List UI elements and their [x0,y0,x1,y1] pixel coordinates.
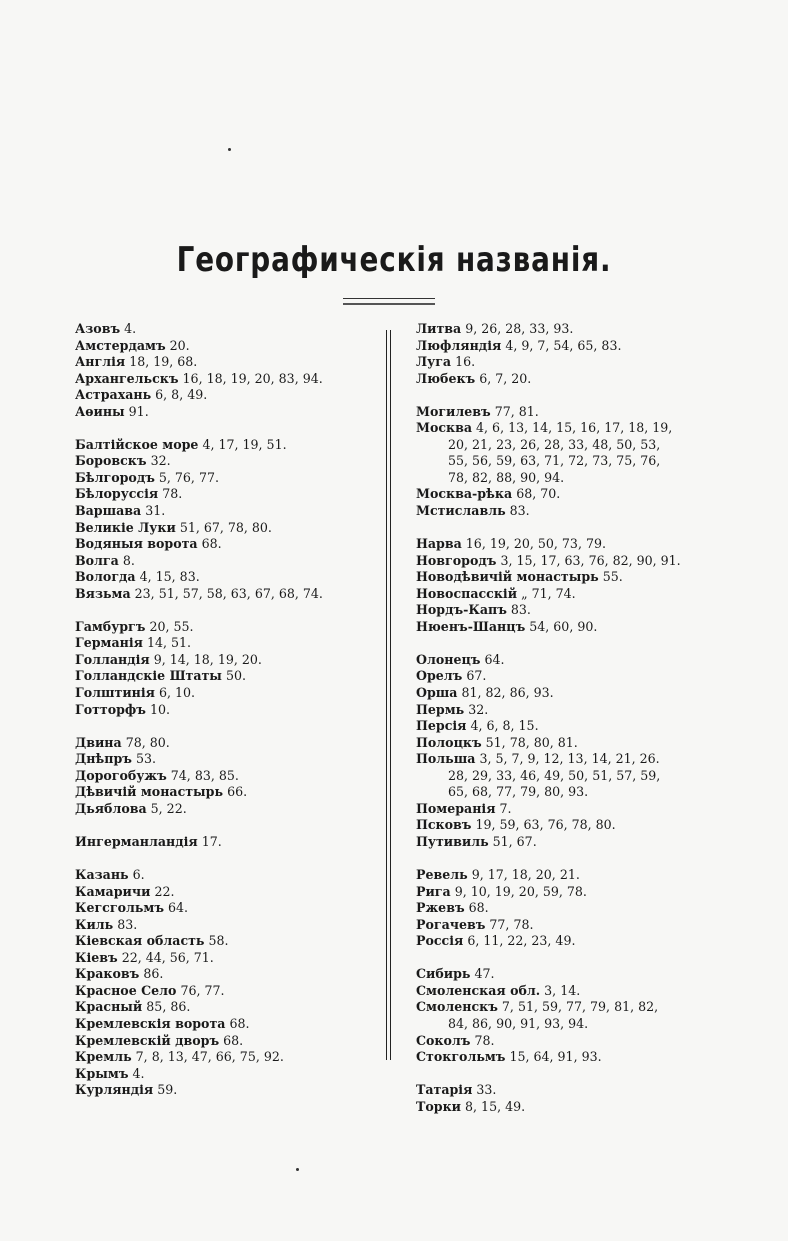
place-name: Варшава [75,503,142,519]
page-references: 31. [145,503,166,519]
place-name: Татарія [416,1082,473,1098]
place-name: Азовъ [75,321,121,336]
index-entry [416,966,716,983]
place-name: Киль [75,916,114,932]
page-references: 59. [157,1082,178,1098]
page-references: 5, 76, 77. [158,469,219,485]
index-entry [416,933,716,950]
page-references: 86. [143,966,164,982]
page-references: 68. [223,1032,244,1048]
entry-group-gap [416,520,716,537]
page-references: 55. [602,569,623,585]
place-name: Волга [75,552,119,568]
page-references: 16, 19, 20, 50, 73, 79. [465,536,606,552]
place-name: Голштинія [75,685,155,701]
place-name: Кремлевскія ворота [75,1015,226,1031]
index-entry-continuation: 84, 86, 90, 91, 93, 94. [448,1015,589,1031]
place-name: Любекъ [416,370,476,386]
index-entry [75,735,375,752]
place-name: Орша [416,685,458,701]
page-references: 4, 6, 8, 15. [470,718,539,734]
place-name: Водяныя ворота [75,536,198,552]
index-entry [75,470,375,487]
index-entry [416,652,716,669]
index-entry-continuation: 65, 68, 77, 79, 80, 93. [448,784,589,800]
place-name: Сибирь [416,966,471,982]
index-column-right [416,321,716,1115]
index-entry [75,801,375,818]
page-references: 4. [132,1065,145,1081]
page-references: 3, 5, 7, 9, 12, 13, 14, 21, 26. [479,751,660,767]
page-references: 22. [154,883,175,899]
index-entry [416,619,716,636]
page-references: 68. [201,536,222,552]
place-name: Россія [416,933,464,949]
index-entry [75,784,375,801]
index-entry [75,983,375,1000]
index-entry [75,768,375,785]
page-references: 53. [135,751,157,767]
page-references: 14, 51. [146,635,191,651]
page-references: 32. [150,453,171,469]
place-name: Полоцкъ [416,734,482,750]
place-name: Москва-рѣка [416,486,513,502]
place-name: Гамбургъ [75,618,146,634]
index-entry [75,1033,375,1050]
page-references: 22, 44, 56, 71. [121,949,214,965]
index-entry [75,437,375,454]
place-name: Торки [416,1098,462,1114]
place-name: Луга [416,354,452,370]
place-name: Персія [416,718,467,734]
place-name: Соколъ [416,1032,471,1048]
page-references: 8. [122,552,135,568]
index-entry [416,917,716,934]
place-name: Путивиль [416,833,489,849]
place-name: Москва [416,420,473,436]
page-references: 4. [124,321,137,336]
page-references: 15, 64, 91, 93. [509,1049,602,1065]
index-entry [416,602,716,619]
place-name: Псковъ [416,817,472,833]
page-references: 78. [474,1032,495,1048]
place-name: Двина [75,734,122,750]
index-entry [416,735,716,752]
page-references: 20. [169,337,190,353]
page-references: 78. [162,486,183,502]
page-references: 77, 78. [489,916,534,932]
index-entry [416,685,716,702]
index-entry [416,321,716,338]
index-entry [75,685,375,702]
page-title: Географическія названія. [176,240,612,280]
entry-group-gap [75,718,375,735]
index-entry [416,420,716,437]
index-entry [416,801,716,818]
page-references: 51, 67, 78, 80. [179,519,272,535]
page-references: 18, 19, 68. [129,354,198,370]
place-name: Аѳины [75,403,125,419]
place-name: Кіевская область [75,933,205,949]
place-name: Краковъ [75,966,140,982]
entry-group-gap [416,851,716,868]
place-name: Днѣпръ [75,751,132,767]
place-name: Ингерманландія [75,833,198,849]
place-name: Смоленская обл. [416,982,541,998]
index-entry [75,635,375,652]
page-references: 6. [132,867,145,883]
page-references: 67. [466,668,487,684]
page-references: 33. [476,1082,497,1098]
entry-group-gap [75,851,375,868]
page-references: 83. [117,916,138,932]
place-name: Мстиславль [416,503,506,519]
index-entry [75,619,375,636]
index-entry [416,1049,716,1066]
index-entry [75,900,375,917]
page-references: 5, 22. [150,800,187,816]
index-entry [416,1082,716,1099]
print-speck [296,1168,299,1171]
index-entry [75,652,375,669]
place-name: Вязьма [75,585,131,601]
place-name: Могилевъ [416,403,491,419]
index-entry [75,1082,375,1099]
index-entry [75,999,375,1016]
entry-group-gap [416,387,716,404]
index-entry [75,702,375,719]
index-entry [75,453,375,470]
place-name: Голландскіе Штаты [75,668,222,684]
page-references: 9, 14, 18, 19, 20. [153,651,262,667]
page-references: 8, 15, 49. [465,1098,526,1114]
index-entry [416,404,716,421]
title-underline-rule [343,298,435,305]
place-name: Красный [75,999,143,1015]
page-references: 81, 82, 86, 93. [461,685,554,701]
page-references: 47. [474,966,495,982]
place-name: Амстердамъ [75,337,166,353]
page-references: 19, 59, 63, 76, 78, 80. [475,817,616,833]
index-entry [416,1099,716,1116]
place-name: Голландія [75,651,150,667]
index-entry [416,702,716,719]
index-entry [416,834,716,851]
place-name: Померанія [416,800,496,816]
index-entry [416,503,716,520]
page-references: 85, 86. [146,999,191,1015]
place-name: Стокгольмъ [416,1049,506,1065]
place-name: Ржевъ [416,900,465,916]
place-name: Кремлевскій дворъ [75,1032,220,1048]
page-references: 7, 51, 59, 77, 79, 81, 82, [501,999,659,1015]
index-entry [416,536,716,553]
page-references: 91. [128,403,149,419]
page-references: 54, 60, 90. [529,618,598,634]
index-entry-continuation: 55, 56, 59, 63, 71, 72, 73, 75, 76, [448,453,661,469]
place-name: Новгородъ [416,552,497,568]
page-references: 4, 15, 83. [139,569,200,585]
index-entry [75,1066,375,1083]
place-name: Дорогобужъ [75,767,167,783]
page-references: 6, 8, 49. [155,387,208,403]
page-references: 3, 14. [544,982,581,998]
page-references: 7. [499,800,512,816]
entry-group-gap [75,817,375,834]
page-references: 16. [455,354,476,370]
place-name: Бѣлгородъ [75,469,155,485]
place-name: Готторфъ [75,701,146,717]
index-entry [416,983,716,1000]
index-entry [75,338,375,355]
index-entry [416,1033,716,1050]
place-name: Крымъ [75,1065,129,1081]
index-entry [75,486,375,503]
index-entry [416,569,716,586]
place-name: Кегсгольмъ [75,900,164,916]
index-entry [75,884,375,901]
index-entry [75,867,375,884]
page-references: 9, 17, 18, 20, 21. [471,867,580,883]
place-name: Нарва [416,536,462,552]
index-entry [416,999,716,1016]
page-references: 68, 70. [516,486,561,502]
place-name: Нюенъ-Шанцъ [416,618,526,634]
place-name: Кремль [75,1049,132,1065]
index-entry [416,900,716,917]
index-entry [75,917,375,934]
page-references: 7, 8, 13, 47, 66, 75, 92. [135,1049,284,1065]
index-entry [75,553,375,570]
place-name: Архангельскъ [75,370,179,386]
page-references: 4, 6, 13, 14, 15, 16, 17, 18, 19, [476,420,673,436]
place-name: Дѣвичій монастырь [75,784,224,800]
page-references: 9, 26, 28, 33, 93. [465,321,574,336]
page-references: 4, 17, 19, 51. [202,436,287,452]
index-entry [416,354,716,371]
place-name: Вологда [75,569,136,585]
index-entry [75,834,375,851]
index-entry [416,751,716,768]
place-name: Смоленскъ [416,999,498,1015]
page-references: 6, 11, 22, 23, 49. [467,933,576,949]
place-name: Казань [75,867,129,883]
place-name: Астрахань [75,387,152,403]
index-entry [75,520,375,537]
index-entry [416,486,716,503]
page-references: 68. [229,1015,250,1031]
place-name: Новоспасскій [416,585,518,601]
index-entry [416,553,716,570]
page-references: 74, 83, 85. [170,767,239,783]
place-name: Нордъ-Капъ [416,602,507,618]
place-name: Германія [75,635,143,651]
column-divider [386,330,391,1060]
page-references: 3, 15, 17, 63, 76, 82, 90, 91. [500,552,681,568]
entry-group-gap [416,950,716,967]
entry-group-gap [75,420,375,437]
page-references: 76, 77. [180,982,225,998]
page-references: 23, 51, 57, 58, 63, 67, 68, 74. [134,585,323,601]
place-name: Красное Село [75,982,177,998]
page-references: 64. [168,900,189,916]
page-references: „ 71, 74. [521,585,576,601]
place-name: Орелъ [416,668,463,684]
page-references: 4, 9, 7, 54, 65, 83. [505,337,622,353]
place-name: Бѣлоруссія [75,486,159,502]
index-entry-continuation: 20, 21, 23, 26, 28, 33, 48, 50, 53, [448,436,661,452]
page-references: 83. [510,602,531,618]
index-entry [416,884,716,901]
index-entry [75,1016,375,1033]
page-references: 10. [149,701,170,717]
index-entry [75,966,375,983]
index-entry [416,718,716,735]
entry-group-gap [416,635,716,652]
page-references: 6, 7, 20. [479,370,532,386]
place-name: Ревель [416,867,468,883]
place-name: Литва [416,321,462,336]
entry-group-gap [416,1066,716,1083]
index-entry [75,387,375,404]
page-references: 68. [468,900,489,916]
page-references: 17. [201,833,222,849]
index-entry [75,536,375,553]
page-references: 66. [227,784,248,800]
index-entry [75,751,375,768]
index-entry [75,371,375,388]
page-references: 20, 55. [149,618,194,634]
place-name: Дьяблова [75,800,147,816]
page-references: 6, 10. [158,685,196,701]
index-entry [416,867,716,884]
index-entry-continuation: 28, 29, 33, 46, 49, 50, 51, 57, 59, [448,767,661,783]
index-entry [75,668,375,685]
place-name: Кіевъ [75,949,118,965]
index-entry [416,338,716,355]
place-name: Рига [416,883,451,899]
index-column-left [75,321,375,1099]
place-name: Балтійское море [75,436,199,452]
index-entry [75,354,375,371]
entry-group-gap [75,602,375,619]
index-entry [75,569,375,586]
index-entry [416,586,716,603]
place-name: Олонецъ [416,651,481,667]
place-name: Новодѣвичій монастырь [416,569,599,585]
index-entry [75,933,375,950]
page-references: 32. [468,701,489,717]
index-entry [416,817,716,834]
index-entry [416,668,716,685]
page-references: 64. [484,651,505,667]
place-name: Англія [75,354,126,370]
page-references: 16, 18, 19, 20, 83, 94. [182,370,323,386]
index-entry [75,404,375,421]
place-name: Рогачевъ [416,916,486,932]
index-entry [75,503,375,520]
place-name: Боровскъ [75,453,147,469]
place-name: Пермь [416,701,465,717]
page-references: 9, 10, 19, 20, 59, 78. [454,883,587,899]
page-references: 58. [208,933,229,949]
place-name: Польша [416,751,476,767]
page-references: 83. [509,503,530,519]
index-entry [75,1049,375,1066]
place-name: Камаричи [75,883,151,899]
place-name: Великіе Луки [75,519,176,535]
page-references: 78, 80. [125,734,170,750]
index-entry [75,321,375,338]
page-references: 50. [225,668,246,684]
index-entry [75,586,375,603]
place-name: Люфляндія [416,337,502,353]
page-references: 51, 67. [492,833,537,849]
page-references: 77, 81. [494,403,539,419]
index-entry [75,950,375,967]
place-name: Курляндія [75,1082,154,1098]
index-entry [416,371,716,388]
page-references: 51, 78, 80, 81. [485,734,578,750]
index-entry-continuation: 78, 82, 88, 90, 94. [448,469,565,485]
print-speck [228,148,231,151]
